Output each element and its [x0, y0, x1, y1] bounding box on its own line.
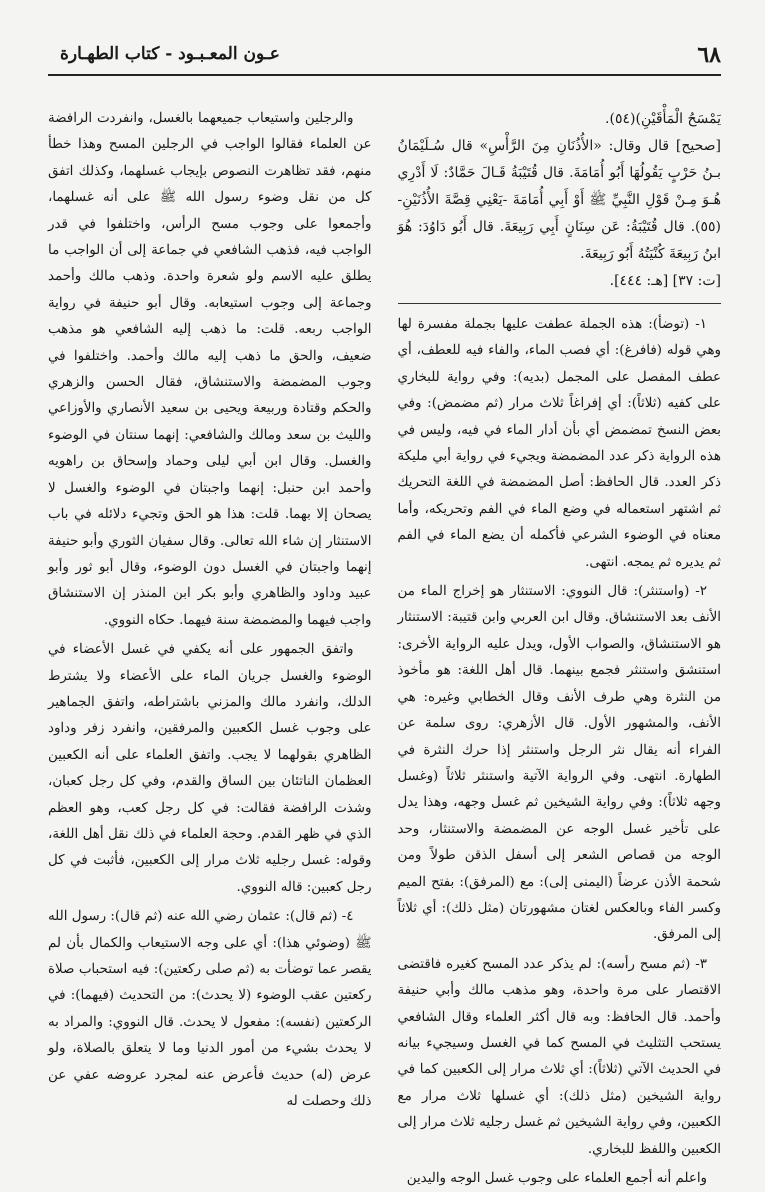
right-column [397, 106, 722, 1186]
page-header [48, 40, 721, 76]
commentary-paragraph: واعلم أنه أجمع العلماء على وجوب غسل الوجه واليدين [406, 1171, 707, 1186]
hadith-text [398, 106, 722, 295]
commentary-paragraph: واتفق الجمهور على أنه يكفي في غسل الأعضاء في الوضوء والغسل جريان الماء على الأعضاء ولا يشترط الدلك، وانفرد مالك والمزني باشتراطه، واتفق الجماهير على وجوب غسل الكعبين والمرفقين، وانفرد زفر وداود الظاهري بقولهما لا يجب. واتفق العلماء على أنه الكعبين العظمان الناتئان بين الساق والقدم، وفي كل رجل كعبان، وشذت الرافضة فقالت: في كل رجل كعب، وهو العظم الذي في ظهر القدم. وحجة العلماء في ذلك نقل أهل اللغة، وقوله: غسل رجليه ثلاث مرار إلى الكعبين، فأثبت في كل رجل كعبين: قاله النووي. [48, 642, 372, 895]
commentary-paragraph: ١- (توضأ): هذه الجملة عطفت عليها بجملة مفسرة لها وهي قوله (فافرغ): أي فصب الماء، والفاء فيه للعطف، أي عطف المفصل على المجمل (بديه): وفي رواية للبخاري على كفيه (ثلاثاً): أي إفراغاً ثلاث مرار (ثم مضمض): وفي بعض النسخ تمضمض أي بأن أدار الماء في فيه، وليس في هذه الرواية ذكر عدد المضمضة ويجيء في رواية أبي مليكة ذكر العدد. قال الحافظ: أصل المضمضة في اللغة التحريك ثم اشتهر استعماله في وضع الماء في الفم وتحريكه، وأما معناه في الوضوء الشرعي فأكمله أن يضع الماء في الفم ثم يديره ثم يمجه. انتهى. [397, 317, 721, 570]
hadith-reference: [ت: ٣٧] [هـ: ٤٤٤]. [609, 273, 721, 289]
commentary-paragraph: والرجلين واستيعاب جميعهما بالغسل، وانفردت الرافضة عن العلماء فقالوا الواجب في الرجلين المسح وهذا خطأ منهم، فقد تظاهرت النصوص بإيجاب غسلهما، وكذلك اتفق كل من نقل وضوء رسول الله ﷺ على أنه غسلهما، وأجمعوا على وجوب مسح الرأس، واختلفوا في قدر الواجب فيه، فذهب الشافعي في جماعة إلى أن الواجب ما يطلق عليه الاسم ولو شعرة واحدة. وذهب مالك وأحمد وجماعة إلى وجوب استيعابه. وقال أبو حنيفة في رواية الواجب ربعه. قلت: ما ذهب إليه الشافعي هو مذهب ضعيف، والحق ما ذهب إليه مالك وأحمد. واختلفوا في وجوب المضمضة والاستنشاق، فقال الحسن والزهري والحكم وقتادة وربيعة ويحيى بن سعيد الأنصاري والأوزاعي والليث بن سعد ومالك والشافعي: إنهما سنتان في الوضوء والغسل. وقال ابن أبي ليلى وحماد وإسحاق بن راهويه وأحمد ابن حنبل: إنهما واجبتان في الوضوء والغسل لا يصحان إلا بهما. قلت: هذا هو الحق وتجيء دلائله في باب الاستنثار إن شاء الله تعالى. وقال سفيان الثوري وأبو حنيفة إنهما واجبتان في الغسل دون الوضوء، وقال أبو ثور وأبو عبيد وداود والظاهري وأبو بكر ابن المنذر إن الاستنشاق واجب فيهما والمضمضة سنة فيهما. حكاه النووي. [48, 111, 372, 628]
section-divider [398, 303, 722, 304]
page-number: ٦٨ [697, 42, 721, 68]
commentary-paragraph: ٢- (واستنثر): قال النووي: الاستنثار هو إخراج الماء من الأنف بعد الاستنشاق. وقال ابن العربي وابن قتيبة: الاستنثار هو الاستنشاق، والصواب الأول، ويدل عليه الرواية الأخرى: استنشق واستنثر فجمع بينهما. قال أهل اللغة: هو مأخوذ من النثرة وهي طرف الأنف وقال الخطابي وغيره: هي الأنف، والمشهور الأول. قال الأزهري: روى سلمة عن الفراء أنه يقال نثر الرجل واستنثر إذا حرك النثرة في الطهارة. انتهى. وفي الرواية الآتية واستنثر ثلاثاً (وغسل وجهه ثلاثاً): وفي رواية الشيخين ثم غسل وجهه، وهذا يدل على تأخير غسل الوجه عن المضمضة والاستنثار، وحد الوجه من قصاص الشعر إلى أسفل الذقن طولاً ومن شحمة الأذن عرضاً (اليمنى إلى): مع (المرفق): بفتح الميم وكسر الفاء وبالعكس لغتان مشهورتان (مثل ذلك): أي ثلاثاً إلى المرفق. [397, 584, 721, 943]
commentary-paragraph: ٤- (ثم قال): عثمان رضي الله عنه (ثم قال): رسول الله ﷺ (وضوئي هذا): أي على وجه الاستيعاب والكمال بأن لم يقصر عما توضأت به (ثم صلى ركعتين): فيه استحباب صلاة ركعتين عقب الوضوء (لا يحدث): من التحديث (فيهما): في الركعتين (نفسه): مفعول لا يحدث. قال النووي: والمراد به لا يحدث بشيء من أمور الدنيا وما لا يتعلق بالصلاة، ولو عرض (له) حديث فأعرض عنه لمجرد عروضه عفي عن ذلك وحصلت له [48, 909, 372, 1110]
running-title: عـون المعـبـود - كتاب الطهـارة [60, 44, 280, 64]
hadith-line: يَمْسَحُ الْمَأْقَيْنِ)(٥٤). [605, 111, 721, 127]
hadith-line: [صحيح] قال وقال: «الأُذُنَانِ مِنَ الرَّأْسِ» قال سُـلَيْمَانُ بـنُ حَرْبٍ يَقُولُهَا أَبُو أُمَامَةَ. قال قُتَيْبَةُ قَـالَ حَمَّادٌ: لَا أَدْرِي هُـوَ مِـنْ قَوْلِ النَّبِيِّ ﷺ أَوْ أَبِي أُمَامَةَ -يَعْنِي قِصَّةَ الأُذُنَيْنِ-(٥٥). قال قُتَيْبَةُ: عَن سِنَانٍ أَبِي رَبِيعَةَ. قال أَبُو دَاوُدَ: هُوَ ابنُ رَبِيعَةَ كُنْيَتُهُ أَبُو رَبِيعَةَ. [397, 138, 721, 262]
commentary-paragraph: ٣- (ثم مسح رأسه): لم يذكر عدد المسح كغيره فاقتضى الاقتصار على مرة واحدة، وهو مذهب مالك وأبي حنيفة وأحمد. قال الحافظ: وبه قال أكثر العلماء وقال الشافعي يستحب التثليث في المسح كما في الغسل وسيجيء بيانه في الحديث الآتي (ثلاثاً): أي ثلاث مرار إلى الكعبين كما في رواية الشيخين (مثل ذلك): أي غسلها ثلاث مرار مع الكعبين، وفي رواية الشيخين ثم غسل رجليه ثلاث مرار إلى الكعبين واللفظ للبخاري. [397, 956, 721, 1157]
commentary [398, 312, 722, 1192]
left-column [48, 106, 372, 1110]
text-columns [48, 106, 721, 1186]
